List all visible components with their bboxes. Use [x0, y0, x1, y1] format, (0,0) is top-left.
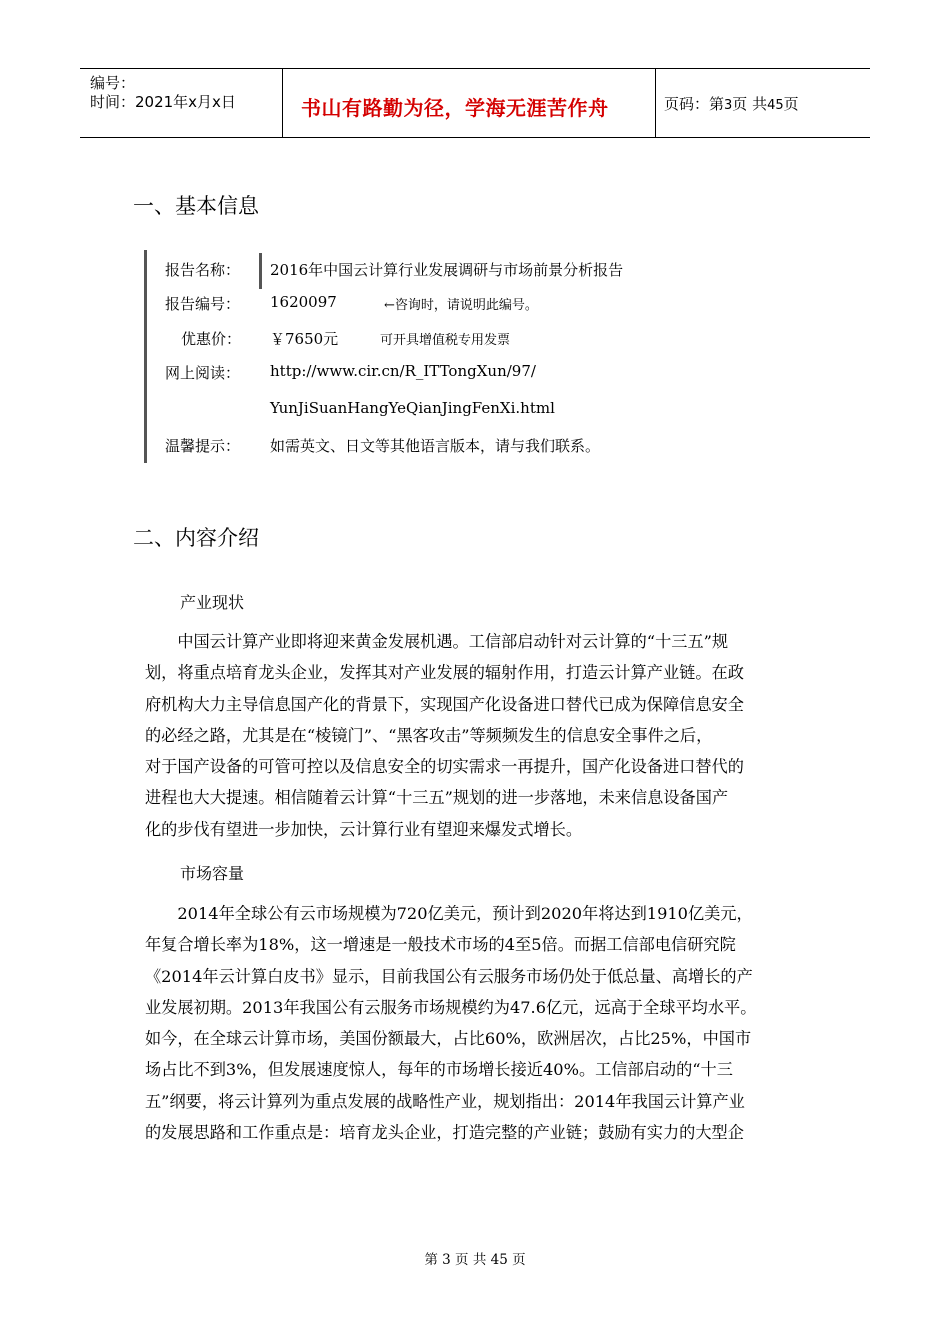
page-total: 45 [767, 98, 784, 113]
section-title-basic-info: 一、基本信息 [133, 194, 259, 218]
paragraph-line: 划，将重点培育龙头企业，发挥其对产业发展的辐射作用，打造云计算产业链。在政 [145, 663, 744, 683]
paragraph-line: 对于国产设备的可管可控以及信息安全的切实需求一再提升，国产化设备进口替代的 [145, 757, 744, 777]
info-name-separator [259, 253, 262, 289]
page-suffix: 页 [783, 95, 799, 113]
header-meta [80, 69, 283, 137]
online-url-line2[interactable]: YunJiSuanHangYeQianJingFenXi.html [270, 399, 555, 417]
paragraph-line: 的发展思路和工作重点是：培育龙头企业，打造完整的产业链；鼓励有实力的大型企 [145, 1123, 744, 1143]
page-header [80, 68, 870, 138]
paragraph-line: 化的步伐有望进一步加快，云计算行业有望迎来爆发式增长。 [145, 819, 583, 839]
header-motto-cell [283, 69, 656, 137]
page-indicator [664, 93, 799, 114]
paragraph-line: 府机构大力主导信息国产化的背景下，实现国产化设备进口替代已成为保障信息安全 [145, 694, 744, 714]
paragraph-line: 进程也大大提速。相信随着云计算“十三五”规划的进一步落地，未来信息设备国产 [145, 788, 729, 808]
paragraph-market-capacity [145, 898, 810, 1148]
info-left-rule [144, 250, 147, 463]
motto: 书山有路勤为径，学海无涯苦作舟 [301, 96, 609, 120]
header-page-cell [656, 69, 870, 137]
page-current: 3 [724, 98, 733, 113]
paragraph-line: 年复合增长率为18%，这一增速是一般技术市场的4至5倍。而据工信部电信研究院 [145, 935, 736, 955]
report-no-note: ←咨询时，请说明此编号。 [384, 298, 538, 313]
paragraph-line: 如今，在全球云计算市场，美国份额最大，占比60%，欧洲居次，占比25%，中国市 [145, 1029, 752, 1049]
page-mid: 页 共 [732, 95, 768, 113]
paragraph-line: 中国云计算产业即将迎来黄金发展机遇。工信部启动针对云计算的“十三五”规 [145, 632, 729, 651]
section-title-content-intro: 二、内容介绍 [133, 526, 259, 550]
paragraph-line: 2014年全球公有云市场规模为720亿美元，预计到2020年将达到1910亿美元， [145, 904, 753, 923]
paragraph-line: 《2014年云计算白皮书》显示，目前我国公有云服务市场仍处于低总量、高增长的产 [145, 966, 753, 986]
tip-text: 如需英文、日文等其他语言版本，请与我们联系。 [270, 437, 601, 455]
paragraph-line: 业发展初期。2013年我国公有云服务市场规模约为47.6亿元，远高于全球平均水平。 [145, 997, 757, 1017]
page-footer: 第 3 页 共 45 页 [424, 1252, 526, 1268]
paragraph-line: 场占比不到3%，但发展速度惊人，每年的市场增长接近40%。工信部启动的“十三 [145, 1060, 733, 1080]
subheading-market-capacity: 市场容量 [180, 864, 245, 883]
subheading-industry-status: 产业现状 [180, 593, 245, 612]
online-read-label: 网上阅读： [165, 364, 241, 382]
number-label: 编号： [90, 74, 136, 92]
price-note: 可开具增值税专用发票 [380, 333, 511, 348]
price-value: ￥7650元 [270, 330, 339, 348]
page-prefix: 页码：第 [664, 95, 725, 113]
report-name-label: 报告名称： [165, 261, 241, 279]
report-name: 2016年中国云计算行业发展调研与市场前景分析报告 [270, 261, 624, 279]
tip-label: 温馨提示： [165, 437, 241, 455]
paragraph-line: 五”纲要，将云计算列为重点发展的战略性产业，规划指出：2014年我国云计算产业 [145, 1091, 745, 1111]
online-url-line1[interactable]: http://www.cir.cn/R_ITTongXun/97/ [270, 362, 536, 380]
report-no: 1620097 [270, 293, 337, 311]
price-label: 优惠价： [181, 330, 242, 348]
report-no-label: 报告编号： [165, 295, 241, 313]
time-label: 时间：2021年x月x日 [90, 93, 236, 111]
paragraph-line: 的必经之路，尤其是在“棱镜门”、“黑客攻击”等频频发生的信息安全事件之后， [145, 725, 713, 745]
paragraph-industry-status [145, 626, 810, 845]
